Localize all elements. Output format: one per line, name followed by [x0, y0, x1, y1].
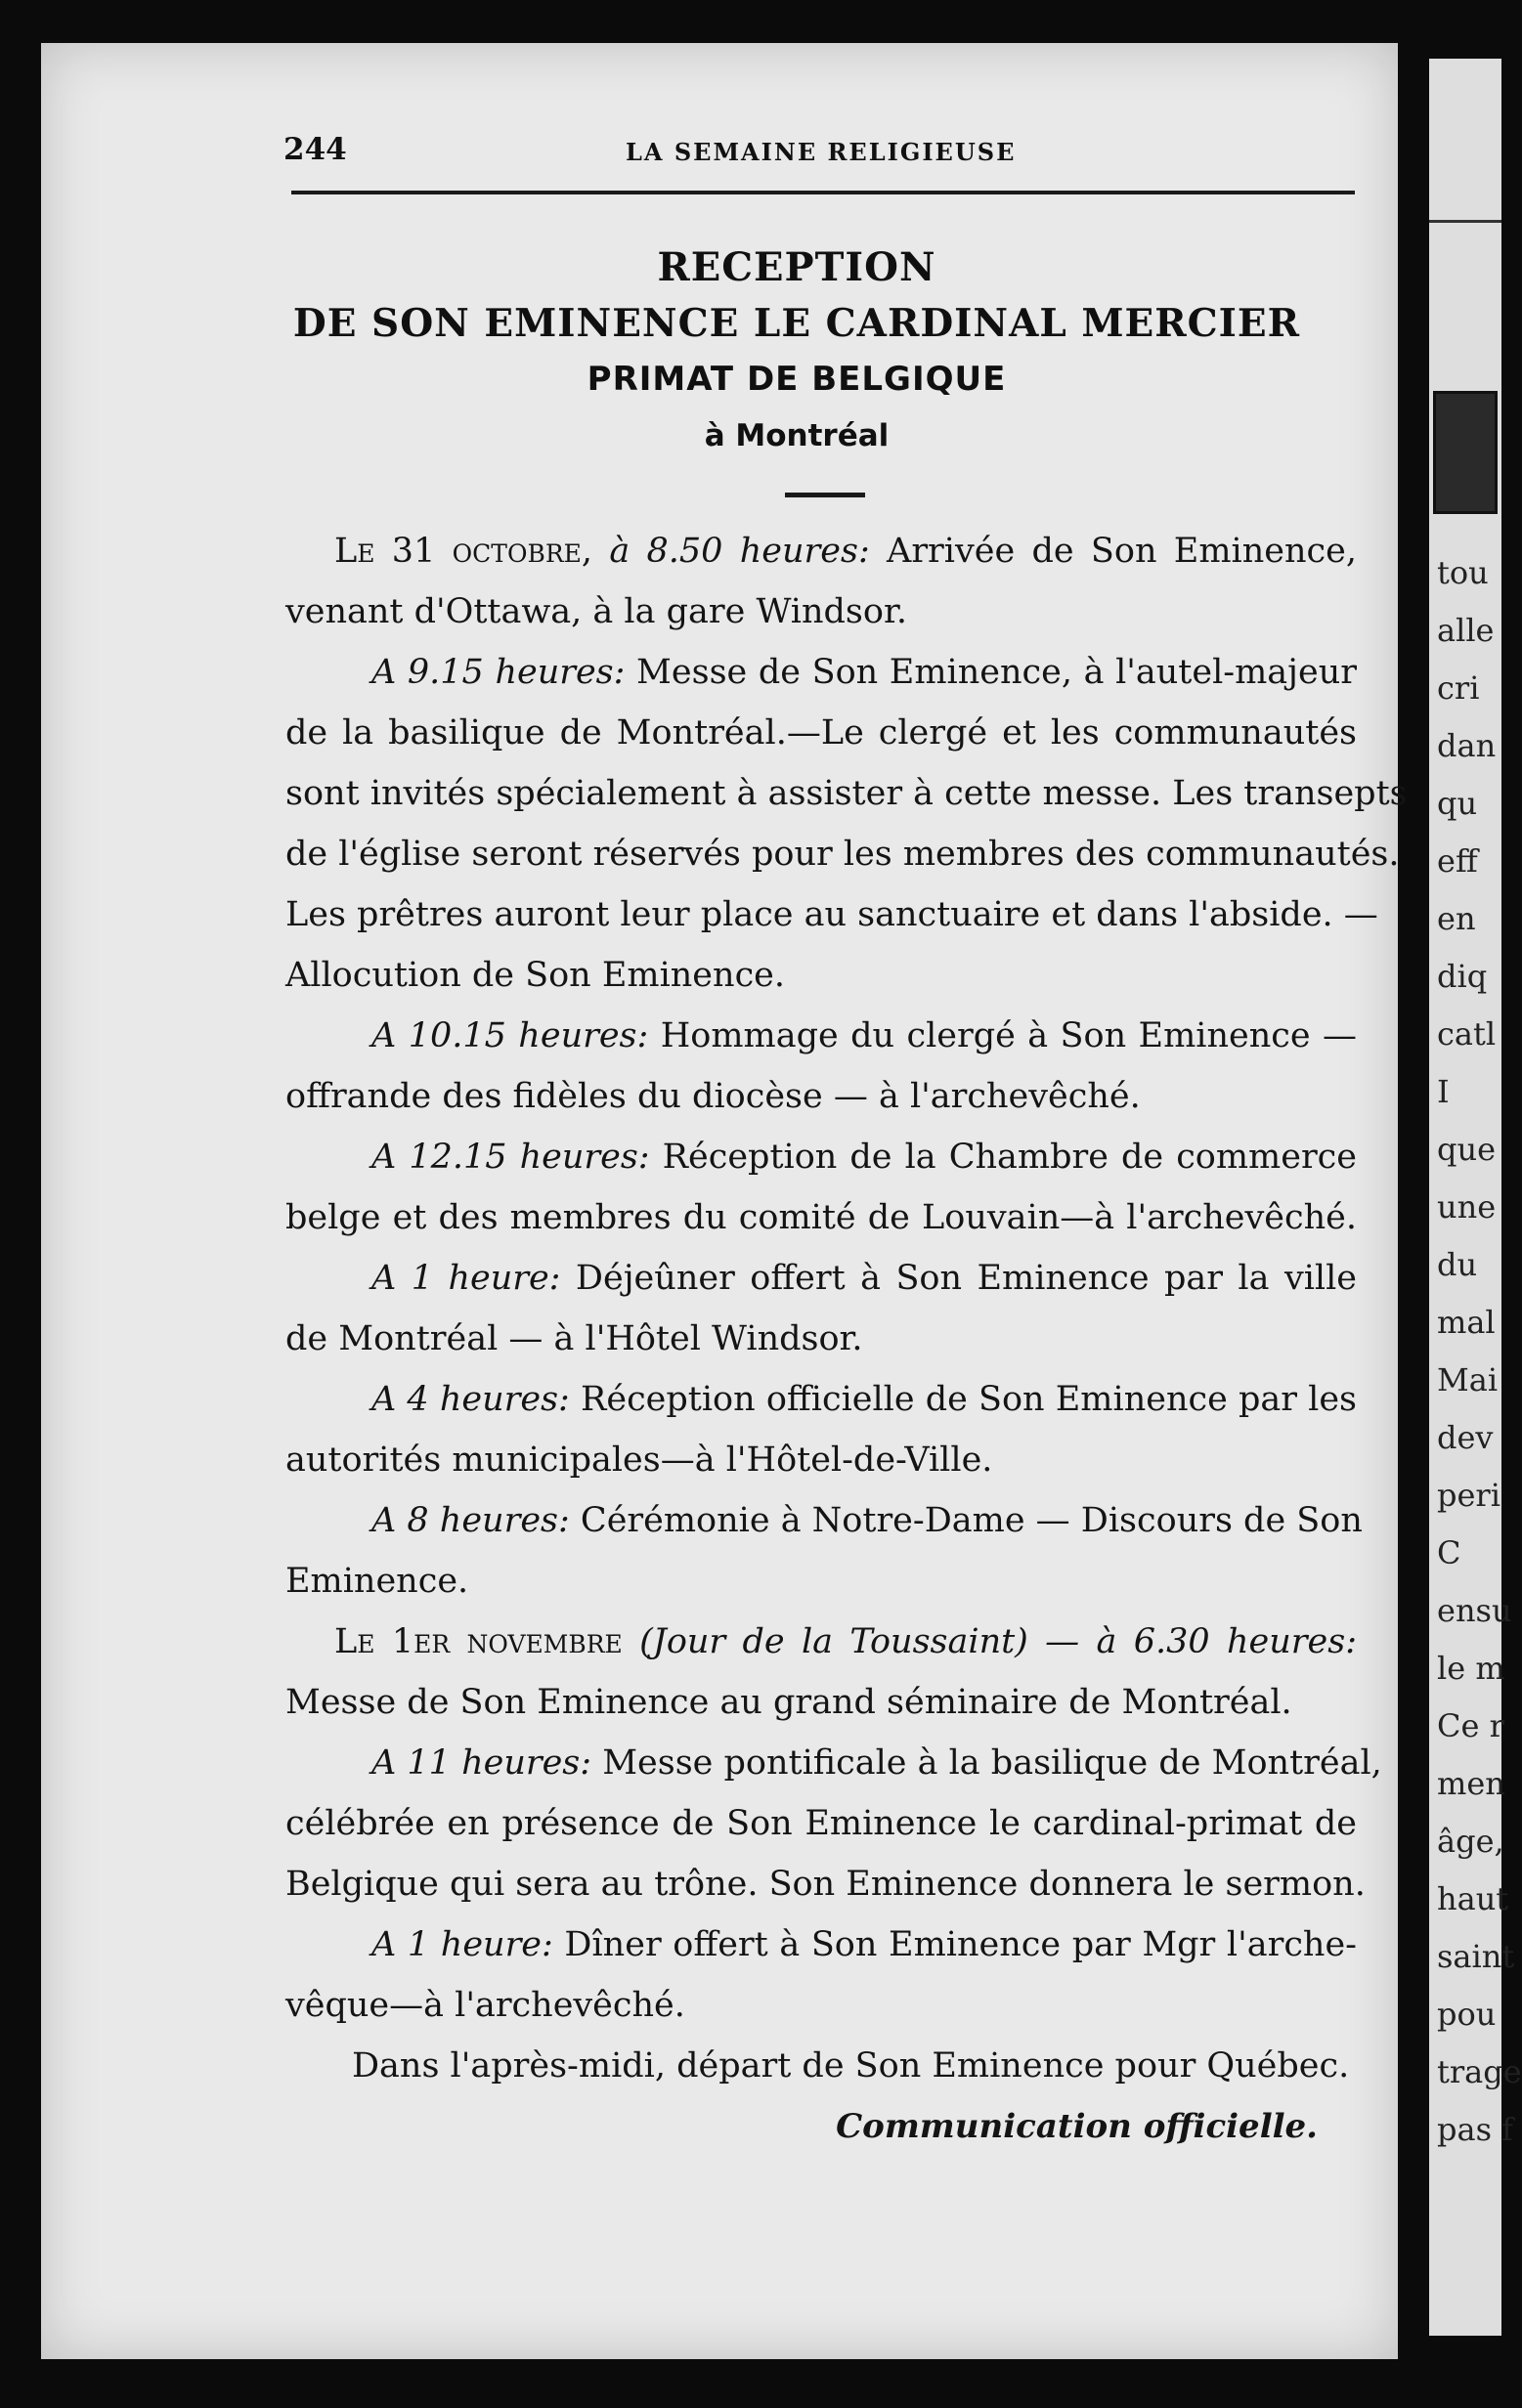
right-page-fragment: ensu	[1437, 1592, 1512, 1629]
text-line	[285, 1066, 1357, 1127]
line-text: Messe de Son Eminence, à l'autel-majeur	[625, 653, 1357, 692]
text-line	[285, 1733, 1382, 1793]
right-page-fragment: Mai	[1437, 1361, 1499, 1398]
text-line	[285, 703, 1357, 763]
line-text: vêque—à l'archevêché.	[285, 1986, 685, 2025]
text-line	[285, 1793, 1357, 1854]
text-line	[285, 642, 1357, 703]
text-line	[285, 581, 1357, 642]
text-line	[285, 1612, 1357, 1672]
text-line	[285, 1914, 1357, 1975]
right-page-fragment: qu	[1437, 785, 1478, 822]
article-subtitle-2: PRIMAT DE BELGIQUE	[587, 360, 1007, 399]
right-page-fragment: alle	[1437, 612, 1495, 649]
right-page-rule	[1429, 220, 1501, 223]
line-text: Déjeûner offert à Son Eminence par la ville	[560, 1259, 1358, 1298]
line-text: Réception officielle de Son Eminence par les	[569, 1380, 1357, 1419]
time-label: (Jour de la Toussaint) — à 6.30 heures:	[622, 1622, 1357, 1661]
header-rule	[291, 191, 1355, 194]
right-page-fragment: en	[1437, 900, 1476, 937]
line-text: Dîner offert à Son Eminence par Mgr l'arche-	[552, 1925, 1357, 1964]
right-page-fragment: trage	[1437, 2053, 1522, 2090]
page-number: 244	[283, 132, 347, 167]
line-text: venant d'Ottawa, à la gare Windsor.	[285, 592, 907, 631]
time-label: A 9.15 heures:	[371, 653, 626, 692]
right-page-edge	[1429, 59, 1522, 2336]
article-body	[285, 521, 1408, 2157]
line-text: offrande des fidèles du diocèse — à l'archevêché.	[285, 1077, 1141, 1116]
right-page-fragment: diq	[1437, 958, 1488, 995]
time-label: A 11 heures:	[371, 1743, 592, 1783]
text-line	[285, 763, 1408, 824]
text-line	[285, 1430, 1357, 1490]
right-page-fragment: haut	[1437, 1880, 1509, 1917]
right-page-fragment: du	[1437, 1246, 1478, 1283]
text-line	[285, 884, 1378, 945]
text-line	[285, 1369, 1357, 1430]
text-line	[285, 1248, 1357, 1309]
right-page-fragment: catl	[1437, 1015, 1497, 1053]
time-label: A 1 heure:	[371, 1259, 561, 1298]
right-page-fragment: peri	[1437, 1477, 1500, 1514]
text-line	[285, 945, 1357, 1006]
text-line	[285, 2036, 1357, 2096]
text-line	[285, 521, 1357, 581]
right-page-fragment: dev	[1437, 1419, 1494, 1456]
title-rule	[785, 493, 865, 497]
line-text: sont invités spécialement à assister à cette messe. Les transepts	[285, 774, 1408, 813]
text-line	[285, 1187, 1357, 1248]
line-text: belge et des membres du comité de Louvain—à l'archevêché.	[285, 1198, 1357, 1237]
right-page-fragment: cri	[1437, 669, 1480, 707]
time-label: A 1 heure:	[371, 1925, 553, 1964]
line-text: de Montréal — à l'Hôtel Windsor.	[285, 1319, 863, 1358]
text-line	[285, 1006, 1357, 1066]
text-line	[285, 1309, 1357, 1369]
line-text: Réception de la Chambre de commerce	[649, 1138, 1357, 1177]
line-text: autorités municipales—à l'Hôtel-de-Ville.	[285, 1440, 993, 1480]
line-text: Hommage du clergé à Son Eminence —	[648, 1016, 1358, 1055]
time-label: A 4 heures:	[371, 1380, 570, 1419]
right-page-fragment: pou	[1437, 1996, 1497, 2033]
text-line	[285, 1490, 1363, 1551]
line-text: Eminence.	[285, 1562, 469, 1601]
date-lead: Le 1er novembre	[334, 1622, 623, 1661]
right-page-fragment: une	[1437, 1188, 1497, 1226]
right-page-fragment: I	[1437, 1073, 1450, 1110]
right-page-fragment: âge,	[1437, 1823, 1504, 1860]
article-location: à Montréal	[704, 418, 890, 453]
line-text: Dans l'après-midi, départ de Son Eminence pour Québec.	[352, 2046, 1350, 2086]
line-text: Belgique qui sera au trône. Son Eminence donnera le sermon.	[285, 1865, 1366, 1904]
text-line	[285, 1127, 1357, 1187]
time-label: à 8.50 heures:	[592, 532, 870, 571]
right-page-fragment: eff	[1437, 842, 1478, 880]
text-line	[285, 1551, 1357, 1612]
article-subtitle: DE SON EMINENCE LE CARDINAL MERCIER	[292, 301, 1301, 346]
text-line	[285, 1975, 1357, 2036]
right-page-drop-cap	[1433, 391, 1498, 514]
right-page-fragment: mal	[1437, 1304, 1496, 1341]
text-line	[285, 824, 1400, 884]
line-text: Arrivée de Son Eminence,	[869, 532, 1357, 571]
text-line	[285, 1672, 1357, 1733]
article-title: RECEPTION	[657, 244, 936, 290]
line-text: Les prêtres auront leur place au sanctuaire et dans l'abside. —	[285, 895, 1378, 934]
line-text: Cérémonie à Notre-Dame — Discours de Son	[569, 1501, 1363, 1540]
right-page-fragment: tou	[1437, 554, 1489, 591]
line-text: de l'église seront réservés pour les membres des communautés.	[285, 835, 1400, 874]
time-label: A 8 heures:	[371, 1501, 570, 1540]
right-page-fragment: C	[1437, 1534, 1461, 1571]
right-page-fragment: men	[1437, 1765, 1505, 1802]
time-label: A 12.15 heures:	[371, 1138, 650, 1177]
journal-title: LA SEMAINE RELIGIEUSE	[626, 138, 1017, 166]
line-text: célébrée en présence de Son Eminence le cardinal-primat de	[285, 1804, 1357, 1843]
line-text: Allocution de Son Eminence.	[285, 956, 786, 995]
right-page-fragment: saint	[1437, 1938, 1515, 1975]
running-header	[244, 132, 1359, 171]
line-text: Messe de Son Eminence au grand séminaire de Montréal.	[285, 1683, 1292, 1722]
right-page-fragment: que	[1437, 1131, 1497, 1168]
line-text: de la basilique de Montréal.—Le clergé et les communautés	[285, 713, 1357, 752]
signature: Communication officielle.	[836, 2107, 1318, 2146]
text-line	[285, 1854, 1366, 1914]
date-lead: Le 31 octobre,	[334, 532, 593, 571]
line-text: Messe pontificale à la basilique de Montréal,	[591, 1743, 1382, 1783]
right-page-fragment: pas f	[1437, 2111, 1513, 2148]
right-page-fragment: le m	[1437, 1650, 1505, 1687]
time-label: A 10.15 heures:	[371, 1016, 649, 1055]
right-page-fragment: Ce r	[1437, 1707, 1504, 1744]
right-page-fragment: dan	[1437, 727, 1497, 764]
